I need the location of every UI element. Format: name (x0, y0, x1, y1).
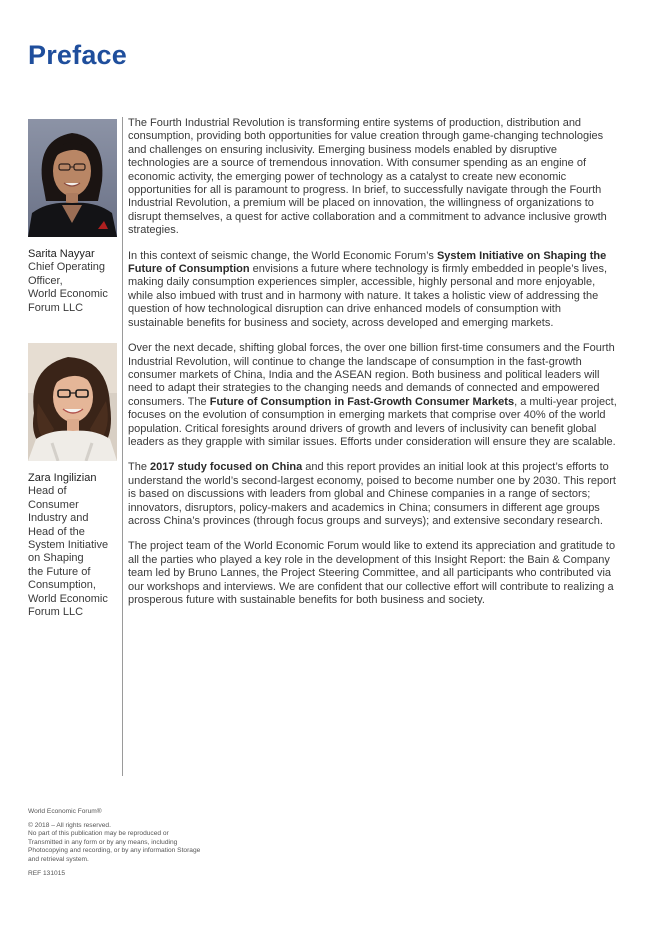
author-role-line: Head of the (28, 525, 85, 538)
paragraph-text: The (128, 461, 151, 474)
paragraph-text: In this context of seismic change, the World Economic Forum’s (128, 249, 437, 262)
footer-rights-line: No part of this publication may be reproduced or (28, 830, 169, 838)
author-role-line: Consumption, (28, 579, 96, 592)
author-role-line: World Economic (28, 592, 108, 605)
paragraph-text: , a multi-year project, focuses on the evolution of consumption in emerging markets that comprise over 40% of the world population. Critical foresights around drivers of growth and levers of inclusivity can benefit global leaders as they grapple with similar issues. Efforts under consideration will ensure they are scalable. (128, 395, 617, 448)
highlight-term: 2017 study focused on China (150, 461, 303, 474)
author-role-line: the Future of (28, 565, 91, 578)
preface-body (128, 117, 618, 619)
paragraph: The project team of the World Economic Forum would like to extend its appreciation and gratitude to all the parties who played a key role in the development of this Insight Report: the Bain & Company team led by Bruno Lannes, the Project Steering Committee, and all participants who contributed via our workshops and interviews. We are confident that our collective effort will contribute to realizing a prosperous future with sustainable benefits for both business and society. (128, 540, 616, 606)
footer-rights-line: and retrieval system. (28, 855, 89, 863)
highlight-term: System Initiative on Shaping the Future of Consumption (128, 249, 607, 276)
author-role-line: Chief Operating (28, 261, 106, 274)
paragraph: The Fourth Industrial Revolution is transforming entire systems of production, distribution and consumption, providing both opportunities for value creation through game-changing technologies and challenges on ensuring inclusivity. Emerging business models enabled by disruptive technologies are a source of tremendous innovation. With consumer spending as an engine of economic activity, the emerging power of technology as a catalyst to create new economic opportunities for all is paramount to progress. In brief, to successfully navigate through the Fourth Industrial Revolution, a premium will be placed on innovation, the willingness of organizations to disrupt themselves, a quest for active collaboration and a commitment to advance inclusive growth strategies. (128, 117, 607, 237)
author-photo-zara-ingilizian (28, 343, 117, 461)
footer-org: World Economic Forum® (28, 808, 102, 815)
author-role-line: Forum LLC (28, 301, 84, 314)
paragraph-text: and this report provides an initial look at this project’s efforts to understand the world’s second-largest economy, poised to become number one by 2030. This report is based on discussions with leaders from global and Chinese companies in a range of sectors; innovators, disruptors, policy-makers and academics in China; consumers in different age groups across China’s provinces (through focus groups and surveys); and extensive secondary research. (128, 461, 616, 527)
author-role-line: World Economic (28, 288, 108, 301)
author-role-line: Consumer (28, 498, 79, 511)
paragraph (128, 461, 618, 528)
author-role-line: Forum LLC (28, 606, 84, 619)
author-name: Sarita Nayyar (28, 248, 95, 260)
highlight-term: Future of Consumption in Fast-Growth Consumer Markets (209, 395, 515, 408)
footer-ref: REF 131015 (28, 869, 66, 877)
footer-rights (28, 822, 248, 865)
author-photo-sarita-nayyar (28, 119, 117, 237)
author-caption-1 (28, 248, 116, 315)
paragraph (128, 342, 618, 449)
author-role-line: System Initiative (28, 539, 109, 552)
author-name: Zara Ingilizian (28, 472, 97, 484)
column-divider (122, 117, 123, 776)
paragraph-text: Over the next decade, shifting global forces, the over one billion first-time consumers and the Fourth Industrial Revolution, will continue to change the landscape of consumption in the fast-growth consumer markets of China, India and the ASEAN region. Both business and political leaders will need to adapt their strategies to the changing needs and demands of connected and empowered consumers. The (128, 342, 615, 408)
author-role-line: Officer, (28, 274, 63, 287)
footer-rights-line: Photocopying and recording, or by any information Storage (28, 847, 201, 855)
author-role-line: Head of (28, 485, 67, 498)
author-caption-2 (28, 472, 116, 619)
footer-copyright: © 2018 – All rights reserved. (28, 821, 111, 829)
paragraph-text: envisions a future where technology is firmly embedded in people’s lives, making daily consumption experiences simpler, accessible, highly personal and more enjoyable, while also imbued with trust and in harmony with nature. It takes a holistic view of addressing the question of how technological disruption can drive enhanced models of consumption with sustainable benefits for business and society, across developed and emerging markets. (128, 263, 608, 329)
page-title: Preface (28, 40, 127, 70)
paragraph (128, 250, 618, 330)
author-role-line: Industry and (28, 512, 89, 525)
footer-rights-line: Transmitted in any form or by any means, including (28, 838, 178, 846)
author-role-line: on Shaping (28, 552, 84, 565)
footer (28, 808, 248, 883)
